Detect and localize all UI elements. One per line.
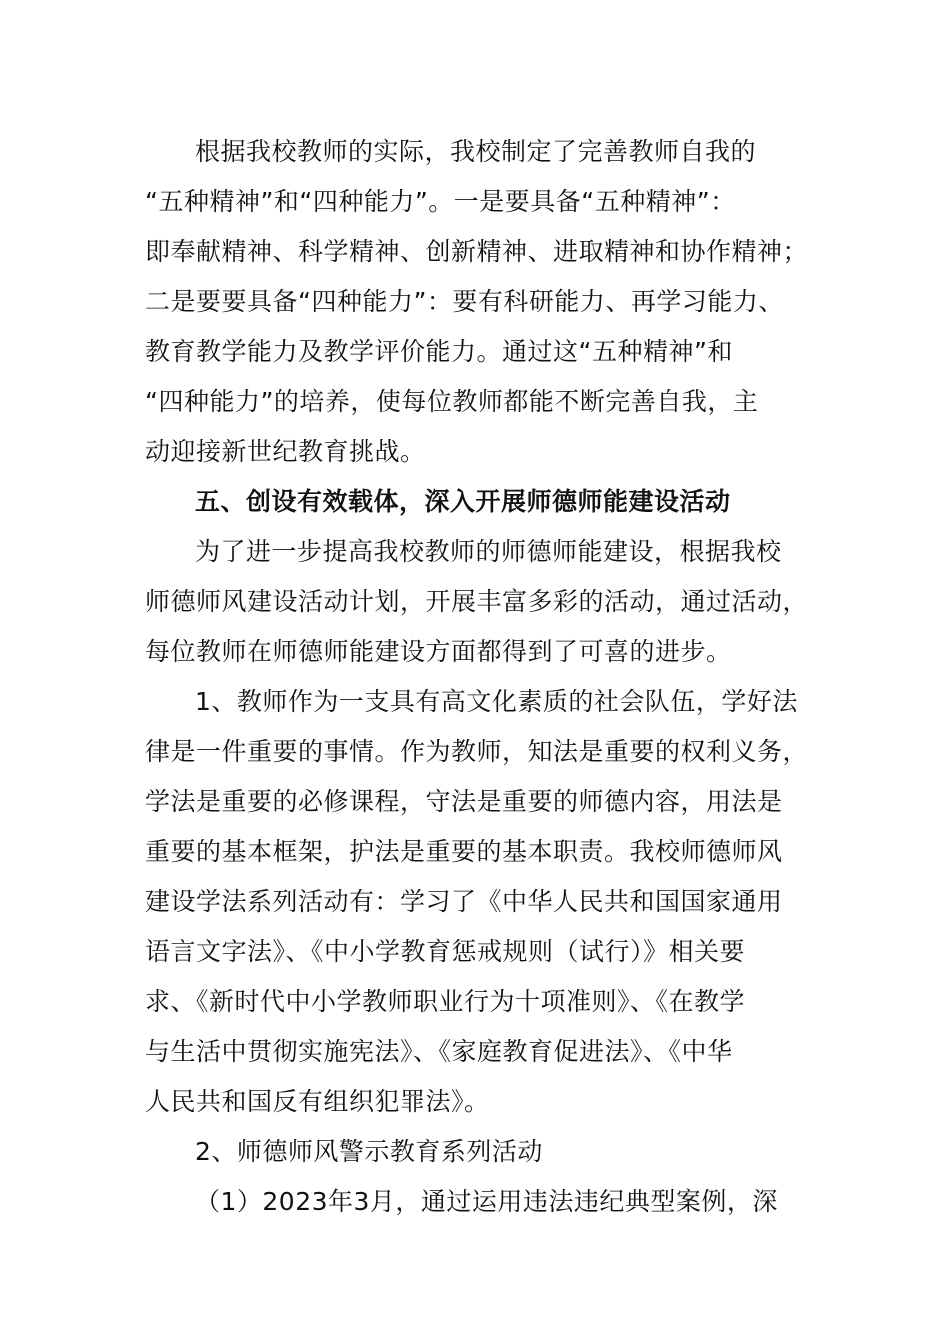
- paragraph-line: 学法是重要的必修课程，守法是重要的师德内容，用法是: [145, 787, 783, 816]
- paragraph-line: “四种能力”的培养，使每位教师都能不断完善自我，主: [145, 387, 759, 416]
- paragraph-line: 语言文字法》、《中小学教育惩戒规则（试行）》相关要: [145, 937, 746, 966]
- paragraph-line: 教育教学能力及教学评价能力。通过这“五种精神”和: [145, 337, 733, 366]
- paragraph-line: 动迎接新世纪教育挑战。: [145, 437, 426, 466]
- section-heading: 五、创设有效载体，深入开展师德师能建设活动: [195, 487, 731, 516]
- paragraph-line: 人民共和国反有组织犯罪法》。: [145, 1087, 490, 1116]
- paragraph-line: 重要的基本框架，护法是重要的基本职责。我校师德师风: [145, 837, 783, 866]
- paragraph-line: 为了进一步提高我校教师的师德师能建设，根据我校: [195, 537, 782, 566]
- paragraph-line: 每位教师在师德师能建设方面都得到了可喜的进步。: [145, 637, 732, 666]
- paragraph-line: 二是要要具备“四种能力”：要有科研能力、再学习能力、: [145, 287, 784, 316]
- paragraph-line: 师德师风建设活动计划，开展丰富多彩的活动，通过活动，: [145, 587, 809, 616]
- paragraph-line: 根据我校教师的实际，我校制定了完善教师自我的: [195, 137, 757, 166]
- paragraph-line: 律是一件重要的事情。作为教师，知法是重要的权利义务，: [145, 737, 809, 766]
- paragraph-line: 即奉献精神、科学精神、创新精神、进取精神和协作精神；: [145, 237, 809, 266]
- paragraph-line: 与生活中贯彻实施宪法》、《家庭教育促进法》、《中华: [145, 1037, 733, 1066]
- paragraph-line: 2、师德师风警示教育系列活动: [195, 1137, 543, 1166]
- paragraph-line: 建设学法系列活动有：学习了《中华人民共和国国家通用: [145, 887, 783, 916]
- paragraph-line: （1）2023年3月，通过运用违法违纪典型案例，深: [195, 1187, 778, 1216]
- paragraph-line: 1、教师作为一支具有高文化素质的社会队伍，学好法: [195, 687, 798, 716]
- paragraph-line: 求、《新时代中小学教师职业行为十项准则》、《在教学: [145, 987, 746, 1016]
- paragraph-line: “五种精神”和“四种能力”。一是要具备“五种精神”：: [145, 187, 736, 216]
